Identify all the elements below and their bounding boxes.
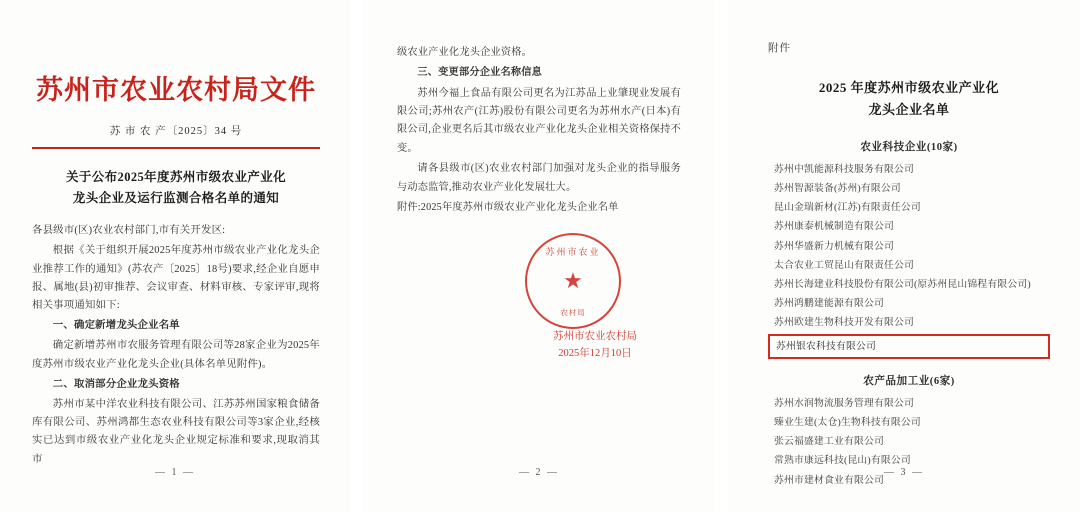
attachment-label: 附件 [768,43,791,54]
list-item: 昆山金瑞新材(江苏)有限责任公司 [774,202,921,214]
group-heading: 农产品加工业(6家) [863,376,955,388]
page-gap [716,0,728,512]
page-number: — 3 — [884,467,924,478]
page-2-body [397,44,681,217]
document-page-3 [728,0,1080,512]
list-item: 臻业生建(太仓)生物科技有限公司 [774,417,921,429]
body-section-heading: 三、变更部分企业名称信息 [417,67,543,79]
body-paragraph: 级农业产业化龙头企业资格。 [397,47,533,58]
page-gap [351,0,363,512]
body-paragraph: 根据《关于组织开展2025年度苏州市级农业产业化龙头企业推荐工作的通知》(苏农产〔2025〕18号)要求,经企业自愿申报、属地(县)初审推荐、会议审查、材料审核、专家评审,现将相关事项通知如下: [32,245,320,312]
list-item: 太合农业工贸昆山有限责任公司 [774,259,914,271]
signing-date: 2025年12月10日 [558,348,632,360]
attachment-title-line-2: 龙头企业名单 [868,102,950,118]
seal-star-icon: ★ [563,268,583,294]
seal-bottom-text: 农村局 [560,308,586,318]
document-number: 苏 市 农 产〔2025〕34 号 [109,126,243,137]
body-paragraph: 苏州今福上食品有限公司更名为江苏品上业肇现业发展有限公司;苏州农产(江苏)股份有限公司更名为苏州水产(日本)有限公司,企业更名后其市级农业产业化龙头企业相关资格保持不变。 [397,87,681,154]
list-item: 苏州欧建生物科技开发有限公司 [774,316,914,328]
attachment-title [768,77,1050,121]
group-heading: 农业科技企业(10家) [860,142,958,154]
list-item: 苏州鸿鹏建能源有限公司 [774,297,884,309]
red-divider [32,147,320,149]
page-number: — 2 — [519,467,559,478]
body-section-heading: 一、确定新增龙头企业名单 [52,320,180,332]
list-item: 苏州智源装备(苏州)有限公司 [774,183,901,195]
document-page-1 [0,0,350,512]
page-1-body [32,222,320,469]
body-paragraph: 请各县级市(区)农业农村部门加强对龙头企业的指导服务与动态监管,推动农业产业化发展壮大。 [397,163,681,193]
body-paragraph: 各县级市(区)农业农村部门,市有关开发区: [32,225,226,237]
body-paragraph: 确定新增苏州市农服务管理有限公司等28家企业为2025年度苏州市级农业产业化龙头企业(具体名单见附件)。 [32,340,320,370]
list-item: 苏州水润物流服务管理有限公司 [774,398,914,410]
document-subject [32,167,320,208]
signature-block [535,329,655,363]
attachment-note: 附件:2025年度苏州市级农业产业化龙头企业名单 [397,201,619,213]
subject-line-2: 龙头企业及运行监测合格名单的通知 [72,190,280,205]
list-item: 苏州华盛新力机械有限公司 [774,240,894,252]
list-item: 张云福盛建工业有限公司 [774,436,884,448]
company-group-1 [768,139,1050,359]
list-item: 常熟市康远科技(昆山)有限公司 [774,455,911,467]
seal-area [397,229,681,379]
official-seal-icon [525,233,621,329]
body-section-heading: 二、取消部分企业龙头资格 [52,378,180,390]
highlighted-list-item: 苏州银农科技有限公司 [768,334,1050,359]
body-paragraph: 苏州市某中洋农业科技有限公司、江苏苏州国家粮食储备库有限公司、苏州鸿都生态农业科技有限公司等3家企业,经核实已达到市级农业产业化龙头企业规定标准和要求,现取消其市 [32,399,320,465]
document-page-2 [363,0,715,512]
page-number: — 1 — [155,467,195,478]
list-item: 苏州市建材食业有限公司 [774,474,884,486]
subject-line-1: 关于公布2025年度苏州市级农业产业化 [65,170,287,184]
list-item: 苏州长海建业科技股份有限公司(原苏州昆山锦程有限公司) [774,278,1031,290]
list-item: 苏州康泰机械制造有限公司 [774,221,894,233]
list-item: 苏州中凯能源科技服务有限公司 [774,164,914,176]
signing-organization: 苏州市农业农村局 [553,331,637,343]
seal-top-text: 苏州市农业 [545,247,601,258]
page-title: 苏州市农业农村局文件 [36,75,316,105]
attachment-title-line-1: 2025 年度苏州市级农业产业化 [818,80,1000,95]
